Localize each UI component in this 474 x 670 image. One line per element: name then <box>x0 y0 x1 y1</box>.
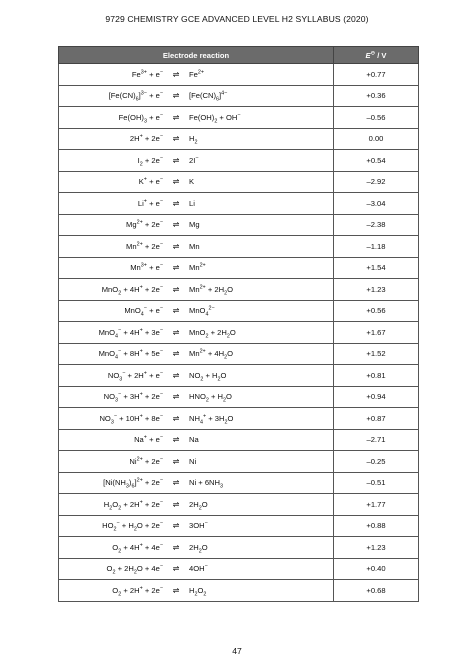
table-row <box>59 279 419 301</box>
equilibrium-arrow-icon: ⇌ <box>172 69 180 79</box>
table-row <box>59 107 419 129</box>
reaction-reactants: $Fe(OH)_3 + e^-$ <box>118 112 163 125</box>
equilibrium-arrow-icon: ⇌ <box>172 478 180 488</box>
electrode-potential-value: +1.67 <box>334 322 419 344</box>
reaction-reactants: $NO_3^- + 2H^+ + e^-$ <box>107 370 163 383</box>
equilibrium-arrow-icon: ⇌ <box>172 263 180 273</box>
electrode-potential-value: –2.38 <box>334 214 419 236</box>
reaction-reactants: $Fe^{3+} + e^-$ <box>131 69 163 79</box>
electrode-potential-value: –3.04 <box>334 193 419 215</box>
table-row <box>59 429 419 451</box>
standard-state-symbol: ⊖ <box>370 49 376 56</box>
electrode-reaction-cell <box>59 193 334 215</box>
electrode-reaction-cell <box>59 279 334 301</box>
reaction-reactants: MnO$_2$ + 4H+ + 2e− <box>101 284 163 297</box>
electrode-potential-value: –0.51 <box>334 472 419 494</box>
reaction-products: Ni <box>189 456 197 466</box>
column-header-electrode-reaction: Electrode reaction <box>59 47 334 64</box>
reaction-reactants: $NO_3^- + 10H^+ + 8e^-$ <box>99 413 163 426</box>
electrode-potential-value: +0.81 <box>334 365 419 387</box>
potential-unit: / V <box>375 50 387 60</box>
electrode-potential-value: 0.00 <box>334 128 419 150</box>
table-row <box>59 580 419 602</box>
reaction-products: $Mn^{2+}$ <box>189 262 206 273</box>
electrode-reaction-cell <box>59 451 334 473</box>
reaction-reactants: MnO$_4$− + e− <box>124 305 163 318</box>
electrode-potential-value: –1.18 <box>334 236 419 258</box>
table-row <box>59 85 419 107</box>
table-row <box>59 150 419 172</box>
electrode-potential-value: –0.56 <box>334 107 419 129</box>
table-body <box>59 64 419 602</box>
reaction-reactants: K+ + e− <box>138 176 163 187</box>
electrode-reaction-cell <box>59 236 334 258</box>
table-row <box>59 236 419 258</box>
reaction-reactants: $[Fe(CN)_6]^{3-} + e^-$ <box>108 90 163 103</box>
page-number: 47 <box>232 646 242 656</box>
equilibrium-arrow-icon: ⇌ <box>172 521 180 531</box>
equilibrium-arrow-icon: ⇌ <box>172 392 180 402</box>
table-row <box>59 515 419 537</box>
reaction-products: $[Fe(CN)_6]^{4-}$ <box>189 90 228 103</box>
reaction-reactants: $[Ni(NH_3)_6]^{2+} + 2e^-$ <box>103 477 163 490</box>
table-row <box>59 214 419 236</box>
reaction-products: $Fe^{2+}$ <box>189 69 205 79</box>
electrode-reaction-cell <box>59 171 334 193</box>
electrode-reaction-cell <box>59 64 334 86</box>
equilibrium-arrow-icon: ⇌ <box>172 134 180 144</box>
electrode-potential-value: +1.77 <box>334 494 419 516</box>
electrode-potential-value: +0.94 <box>334 386 419 408</box>
electrode-potential-value: +0.56 <box>334 300 419 322</box>
equilibrium-arrow-icon: ⇌ <box>172 327 180 337</box>
electrode-potential-value: +0.68 <box>334 580 419 602</box>
equilibrium-arrow-icon: ⇌ <box>172 413 180 423</box>
reaction-reactants: $O_2 + 2H^+ + 2e^-$ <box>112 585 163 598</box>
equilibrium-arrow-icon: ⇌ <box>172 349 180 359</box>
table-row <box>59 558 419 580</box>
page-header: 9729 CHEMISTRY GCE ADVANCED LEVEL H2 SYLLABUS (2020) <box>105 14 369 24</box>
electrode-potential-value: +1.23 <box>334 279 419 301</box>
reaction-products: $Ni + 6NH_3$ <box>189 478 224 490</box>
reaction-products: $NO_2 + H_2O$ <box>189 370 227 383</box>
equilibrium-arrow-icon: ⇌ <box>172 91 180 101</box>
table-row <box>59 408 419 430</box>
table-row <box>59 171 419 193</box>
electrode-reaction-cell <box>59 322 334 344</box>
reaction-products: $HNO_2 + H_2O$ <box>189 392 232 404</box>
electrode-potential-value: –0.25 <box>334 451 419 473</box>
table-row <box>59 451 419 473</box>
reaction-reactants: $NO_3^- + 3H^+ + 2e^-$ <box>103 391 163 404</box>
equilibrium-arrow-icon: ⇌ <box>172 177 180 187</box>
electrode-reaction-cell <box>59 343 334 365</box>
table-row <box>59 322 419 344</box>
electrode-potential-value: +1.52 <box>334 343 419 365</box>
table-row <box>59 365 419 387</box>
electrode-reaction-cell <box>59 214 334 236</box>
electrode-reaction-cell <box>59 128 334 150</box>
electrode-reaction-cell <box>59 558 334 580</box>
equilibrium-arrow-icon: ⇌ <box>172 112 180 122</box>
equilibrium-arrow-icon: ⇌ <box>172 155 180 165</box>
electrode-potential-value: +0.88 <box>334 515 419 537</box>
equilibrium-arrow-icon: ⇌ <box>172 564 180 574</box>
equilibrium-arrow-icon: ⇌ <box>172 284 180 294</box>
equilibrium-arrow-icon: ⇌ <box>172 542 180 552</box>
electrode-reaction-cell <box>59 429 334 451</box>
equilibrium-arrow-icon: ⇌ <box>172 306 180 316</box>
table-row <box>59 386 419 408</box>
table-row <box>59 193 419 215</box>
reaction-reactants: Na+ + e− <box>134 434 163 445</box>
electrode-reaction-cell <box>59 515 334 537</box>
electrode-reaction-cell <box>59 580 334 602</box>
electrode-reaction-cell <box>59 386 334 408</box>
electrode-potential-value: +0.40 <box>334 558 419 580</box>
electrode-reaction-cell <box>59 365 334 387</box>
reaction-products: $2H_2O$ <box>189 499 208 512</box>
electrode-reaction-cell <box>59 150 334 172</box>
equilibrium-arrow-icon: ⇌ <box>172 585 180 595</box>
reaction-reactants: $Mn^{3+} + e^-$ <box>130 262 163 273</box>
reaction-reactants: $Mg^{2+} + 2e^-$ <box>126 219 163 230</box>
reaction-products: $Mn^{2+} + 2H_2O$ <box>189 284 234 297</box>
table-row <box>59 537 419 559</box>
equilibrium-arrow-icon: ⇌ <box>172 499 180 509</box>
reaction-products: 2I− <box>189 155 199 165</box>
electrode-reaction-cell <box>59 300 334 322</box>
reaction-reactants: 2H+ + 2e− <box>129 133 163 144</box>
table-row <box>59 128 419 150</box>
electrode-potential-value: –2.71 <box>334 429 419 451</box>
reaction-reactants: MnO$_4$− + 8H+ + 5e− <box>98 348 163 361</box>
electrode-potential-value: –2.92 <box>334 171 419 193</box>
reaction-reactants: $Mn^{2+} + 2e^-$ <box>126 241 163 251</box>
table-row <box>59 257 419 279</box>
reaction-products: $H_2O_2$ <box>189 585 207 598</box>
reaction-products: $MnO_2 + 2H_2O$ <box>189 327 236 340</box>
equilibrium-arrow-icon: ⇌ <box>172 241 180 251</box>
reaction-products: 3OH− <box>189 520 208 531</box>
electrode-potential-value: +0.36 <box>334 85 419 107</box>
reaction-products: Mg <box>189 220 200 230</box>
equilibrium-arrow-icon: ⇌ <box>172 456 180 466</box>
reaction-products: $Mn^{2+} + 4H_2O$ <box>189 348 234 361</box>
electrode-reaction-cell <box>59 494 334 516</box>
reaction-products: MnO$_4^{2-}$ <box>189 305 215 318</box>
reaction-products: K <box>189 177 195 187</box>
electrode-potential-value: +1.54 <box>334 257 419 279</box>
electrode-reaction-cell <box>59 408 334 430</box>
table-row <box>59 64 419 86</box>
table-row <box>59 343 419 365</box>
equilibrium-arrow-icon: ⇌ <box>172 220 180 230</box>
table-header-row <box>59 47 419 64</box>
table-row <box>59 300 419 322</box>
electrode-reaction-cell <box>59 472 334 494</box>
reaction-reactants: $O_2 + 4H^+ + 4e^-$ <box>112 542 163 555</box>
electrode-reaction-cell <box>59 107 334 129</box>
reaction-reactants: $Ni^{2+} + 2e^-$ <box>129 456 163 466</box>
electrode-potential-value: +0.54 <box>334 150 419 172</box>
reaction-reactants: $O_2 + 2H_2O + 4e^-$ <box>106 563 163 576</box>
equilibrium-arrow-icon: ⇌ <box>172 370 180 380</box>
electrode-potential-value: +0.87 <box>334 408 419 430</box>
electrode-potential-value: +0.77 <box>334 64 419 86</box>
reaction-reactants: $H_2O_2 + 2H^+ + 2e^-$ <box>103 499 163 512</box>
table-row <box>59 472 419 494</box>
electrode-reaction-cell <box>59 537 334 559</box>
electrode-reaction-cell <box>59 257 334 279</box>
standard-electrode-potentials-table <box>58 46 419 602</box>
reaction-products: Li <box>189 198 195 208</box>
reaction-products: Na <box>189 435 199 445</box>
electrode-potential-value: +1.23 <box>334 537 419 559</box>
reaction-reactants: Li+ + e− <box>137 198 163 208</box>
electrode-reaction-cell <box>59 85 334 107</box>
equilibrium-arrow-icon: ⇌ <box>172 435 180 445</box>
reaction-reactants: $I_2 + 2e^-$ <box>137 155 163 168</box>
reaction-products: $NH_4^+ + 3H_2O$ <box>189 413 234 426</box>
reaction-reactants: MnO$_4$− + 4H+ + 3e− <box>98 327 163 340</box>
reaction-products: $H_2$ <box>189 134 198 146</box>
potential-symbol: E <box>365 50 371 60</box>
reaction-products: 4OH− <box>189 563 208 574</box>
reaction-reactants: $HO_2^- + H_2O + 2e^-$ <box>102 520 163 533</box>
equilibrium-arrow-icon: ⇌ <box>172 198 180 208</box>
reaction-products: $2H_2O$ <box>189 542 208 555</box>
reaction-products: Mn <box>189 241 200 251</box>
reaction-products: $Fe(OH)_2 + OH^-$ <box>189 112 241 125</box>
table-row <box>59 494 419 516</box>
column-header-potential <box>334 47 419 64</box>
